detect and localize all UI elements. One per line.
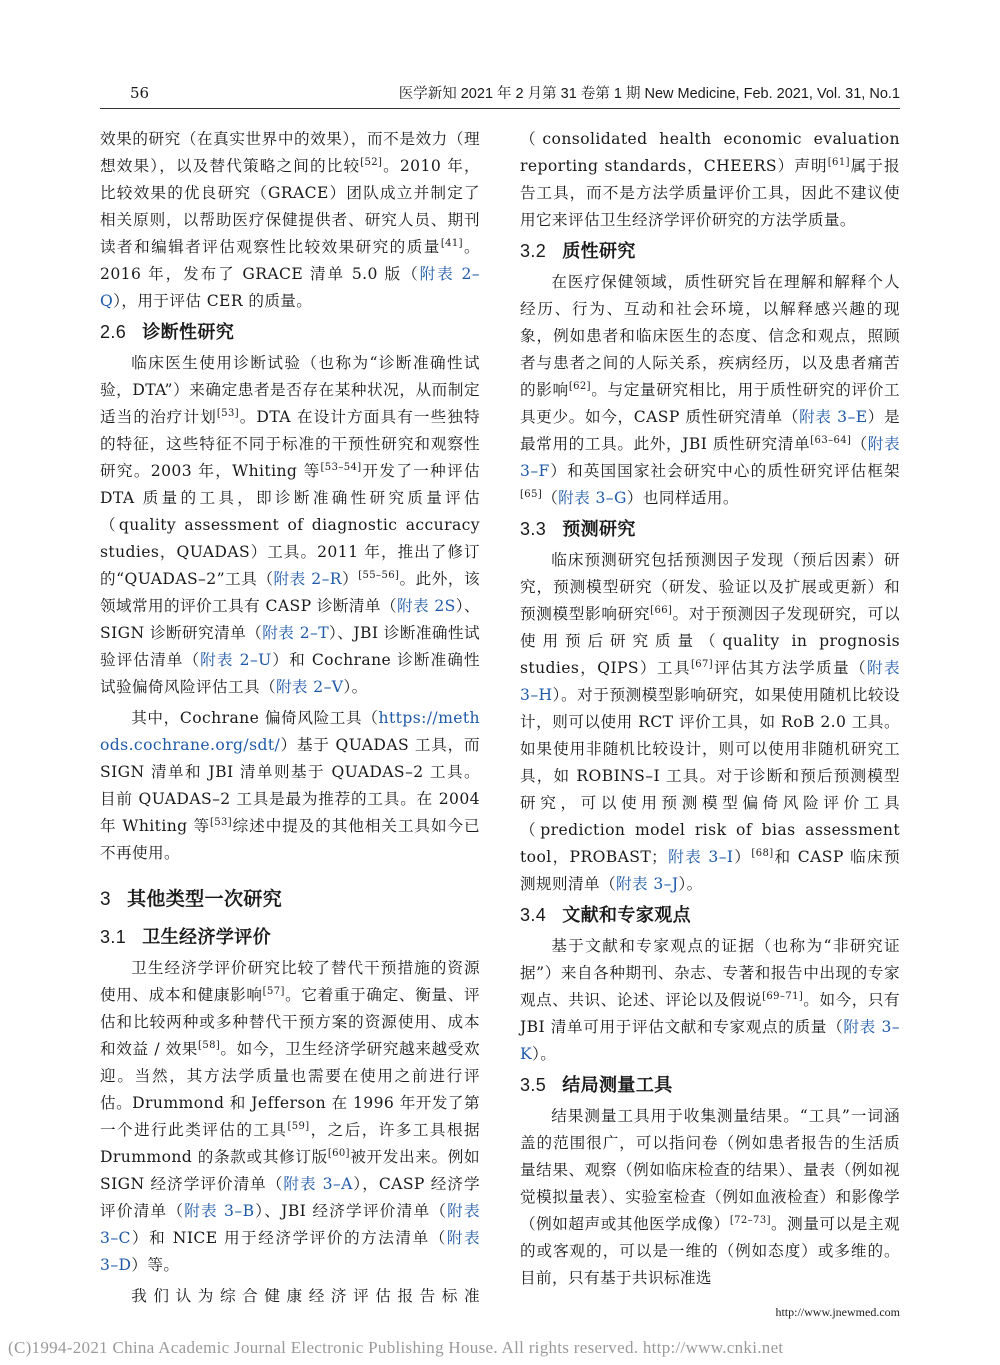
cnki-copyright-watermark: (C)1994-2021 China Academic Journal Electronic Publishing House. All rights reserved. http://www.cnki.net [8,1338,784,1357]
appendix-link[interactable]: 附表 3–I [667,848,734,866]
ref-marker[interactable]: [62] [568,380,591,392]
appendix-link[interactable]: 附表 3–K [520,1018,900,1063]
ref-marker[interactable]: [53] [209,816,233,828]
ref-marker[interactable]: [72–73] [729,1214,771,1226]
paragraph: 临床医生使用诊断试验（也称为“诊断准确性试验，DTA”）来确定患者是否存在某种状况，从而制定适当的治疗计划[53]。DTA 在设计方面具有一些独特的特征，这些特征不同于标准的干预性研究和观察性研究。2003 年，Whiting 等[53–54]开发了一种评估 DTA 质量的工具，即诊断准确性研究质量评估（quality assessment of diagnostic accuracy studies，QUADAS）工具。2011 年，推出了修订的“QUADAS–2”工具（附表 2–R）[55–56]。此外，该领域常用的评价工具有 CASP 诊断清单（附表 2S）、SIGN 诊断研究清单（附表 2–T）、JBI 诊断准确性试验评估清单（附表 2–U）和 Cochrane 诊断准确性试验偏倚风险评估工具（附表 2–V）。 [100,354,480,696]
ref-marker[interactable]: [59] [287,1120,310,1132]
journal-citation: 医学新知 2021 年 2 月第 31 卷第 1 期 New Medicine, Feb. 2021, Vol. 31, No.1 [398,86,900,102]
appendix-link[interactable]: 附表 2–T [262,624,330,642]
paragraph: 基于文献和专家观点的证据（也称为“非研究证据”）来自各种期刊、杂志、专著和报告中出现的专家观点、共识、论述、评论以及假说[69–71]。如今，只有 JBI 清单可用于评估文献和专家观点的质量（附表 3–K）。 [520,937,900,1063]
section-heading-3-5: 3.5 结局测量工具 [520,1075,673,1096]
appendix-link[interactable]: 附表 3–J [615,875,679,893]
ref-marker[interactable]: [61] [827,156,850,168]
paragraph: （consolidated health economic evaluation reporting standards，CHEERS）声明[61]属于报告工具，而不是方法学质量评价工具，因此不建议使用它来评估卫生经济学评价研究的方法学质量。 [520,130,901,229]
right-column [520,126,900,1292]
paragraph: 我们认为综合健康经济评估报告标准 [131,1287,480,1305]
appendix-link[interactable]: 附表 2–Q [100,265,480,310]
appendix-link[interactable]: 附表 3–F [520,435,900,480]
journal-url[interactable]: http://www.jnewmed.com [775,1305,900,1319]
ref-marker[interactable]: [55–56] [358,569,400,581]
section-heading-2-6: 2.6 诊断性研究 [100,322,235,343]
paragraph: 效果的研究（在真实世界中的效果），而不是效力（理想效果），以及替代策略之间的比较[52]。2010 年，比较效果的优良研究（GRACE）团队成立并制定了相关原则，以帮助医疗保健提供者、研究人员、期刊读者和编辑者评估观察性比较效果研究的质量[41]。2016 年，发布了 GRACE 清单 5.0 版（附表 2–Q），用于评估 CER 的质量。 [100,130,480,310]
appendix-link[interactable]: 附表 3–G [558,489,627,507]
ref-marker[interactable]: [65] [520,488,543,500]
paragraph: 其中，Cochrane 偏倚风险工具（https://methods.cochrane.org/sdt/）基于 QUADAS 工具，而 SIGN 清单和 JBI 清单则基于 QUADAS–2 工具。目前 QUADAS–2 工具是最为推荐的工具。在 2004 年 Whiting 等[53]综述中提及的其他相关工具如今已不再使用。 [100,709,480,862]
appendix-link[interactable]: 附表 2–V [275,678,344,696]
appendix-link[interactable]: 附表 2–U [200,651,272,669]
section-heading-3-1: 3.1 卫生经济学评价 [100,927,272,948]
ref-marker[interactable]: [66] [650,604,673,616]
ref-marker[interactable]: [69–71] [762,990,804,1002]
cochrane-url-link[interactable]: https://methods.cochrane.org/sdt/ [100,709,480,754]
ref-marker[interactable]: [53–54] [320,461,362,473]
appendix-link[interactable]: 附表 3–C [100,1202,480,1247]
ref-marker[interactable]: [60] [327,1147,350,1159]
appendix-link[interactable]: 附表 2–R [273,570,342,588]
section-heading-3-2: 3.2 质性研究 [520,241,636,262]
paragraph: 在医疗保健领域，质性研究旨在理解和解释个人经历、行为、互动和社会环境，以解释感兴趣的现象，例如患者和临床医生的态度、信念和观点，照顾者与患者之间的人际关系，疾病经历，以及患者痛苦的影响[62]。与定量研究相比，用于质性研究的评价工具更少。如今，CASP 质性研究清单（附表 3–E）是最常用的工具。此外，JBI 质性研究清单[63–64]（附表 3–F）和英国国家社会研究中心的质性研究评估框架[65]（附表 3–G）也同样适用。 [520,273,901,507]
ref-marker[interactable]: [41] [440,237,463,249]
paragraph: 卫生经济学评价研究比较了替代干预措施的资源使用、成本和健康影响[57]。它着重于确定、衡量、评估和比较两种或多种替代干预方案的资源使用、成本和效益 / 效果[58]。如今，卫生经济学研究越来越受欢迎。当然，其方法学质量也需要在使用之前进行评估。Drummond 和 Jefferson 在 1996 年开发了第一个进行此类评估的工具[59]，之后，许多工具根据 Drummond 的条款或其修订版[60]被开发出来。例如 SIGN 经济学评价清单（附表 3–A），CASP 经济学评价清单（附表 3–B）、JBI 经济学评价清单（附表 3–C）和 NICE 用于经济学评价的方法清单（附表 3–D）等。 [100,959,480,1274]
appendix-link[interactable]: 附表 3–D [100,1229,480,1274]
appendix-link[interactable]: 附表 3–H [520,659,900,704]
paragraph: 临床预测研究包括预测因子发现（预后因素）研究，预测模型研究（研发、验证以及扩展或更新）和预测模型影响研究[66]。对于预测因子发现研究，可以使用预后研究质量（quality in prognosis studies，QIPS）工具[67]评估其方法学质量（附表 3–H）。对于预测模型影响研究，如果使用随机比较设计，则可以使用 RCT 评价工具，如 RoB 2.0 工具。如果使用非随机比较设计，则可以使用非随机研究工具，如 ROBINS–I 工具。对于诊断和预后预测模型研究，可以使用预测模型偏倚风险评价工具（prediction model risk of bias assessment tool，PROBAST；附表 3–I）[68]和 CASP 临床预测规则清单（附表 3–J）。 [520,551,901,893]
ref-marker[interactable]: [68] [751,847,774,859]
appendix-link[interactable]: 附表 3–B [184,1202,255,1220]
section-heading-3: 3 其他类型一次研究 [100,888,283,910]
ref-marker[interactable]: [63–64] [810,434,852,446]
ref-marker[interactable]: [67] [690,658,714,670]
section-heading-3-3: 3.3 预测研究 [520,519,636,540]
paragraph: 结果测量工具用于收集测量结果。“工具”一词涵盖的范围很广，可以指问卷（例如患者报告的生活质量结果、观察（例如临床检查的结果）、量表（例如视觉模拟量表）、实验室检查（例如血液检查）和影像学（例如超声或其他医学成像）[72–73]。测量可以是主观的或客观的，可以是一维的（例如态度）或多维的。目前，只有基于共识标准选 [520,1107,901,1287]
ref-marker[interactable]: [52] [360,156,383,168]
left-column [100,126,480,1310]
ref-marker[interactable]: [58] [198,1039,221,1051]
appendix-link[interactable]: 附表 2S [396,597,456,615]
appendix-link[interactable]: 附表 3–A [283,1175,353,1193]
ref-marker[interactable]: [57] [262,985,285,997]
ref-marker[interactable]: [53] [216,407,240,419]
section-heading-3-4: 3.4 文献和专家观点 [520,905,692,926]
page-number: 56 [130,84,150,102]
running-header [100,78,900,109]
appendix-link[interactable]: 附表 3–E [799,408,868,426]
